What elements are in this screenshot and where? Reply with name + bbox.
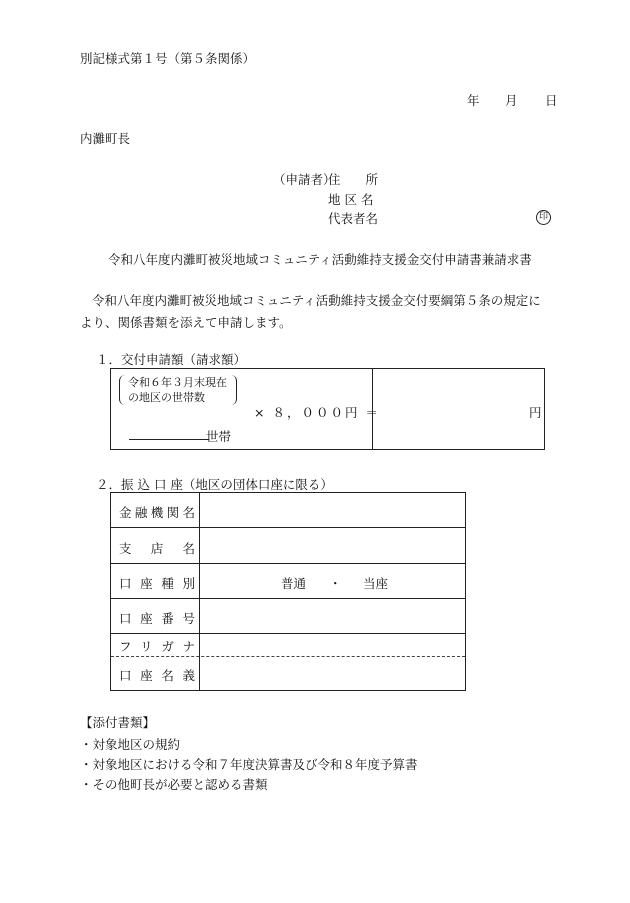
attachment-item: ・対象地区における令和７年度決算書及び令和８年度予算書 [80,757,418,772]
document-title: 令和八年度内灘町被災地域コミュニティ活動維持支援金交付申請書兼請求書 [108,252,532,267]
account-holder-label: 口 座 名 義 [119,668,195,683]
household-bracket [119,375,237,405]
recipient: 内灘町長 [80,131,131,146]
bank-account-table [110,492,466,691]
account-type-label: 口 座 種 別 [119,576,195,591]
body-text: 令和八年度内灘町被災地域コミュニティ活動維持支援金交付要綱第５条の規定により、関係書類を添えて申請します。 [80,293,541,330]
date-month: 月 [505,93,518,108]
account-type-checking[interactable]: 当座 [363,576,389,591]
account-number-label: 口 座 番 号 [119,611,195,626]
attachment-item: ・その他町長が必要と認める書類 [80,777,268,792]
amount-divider [372,369,373,449]
branch-name-label: 支 店 名 [119,541,195,556]
address-label: 住 所 [328,172,379,187]
form-number: 別記様式第１号（第５条関係） [80,51,256,66]
attachments-title: 【添付書類】 [80,715,156,730]
district-label: 地 区 名 [328,191,374,207]
amount-box [110,368,545,450]
attachments-list [80,735,418,795]
calculation-text: × ８，０００円 ＝ [254,405,380,420]
table-hline [111,598,465,599]
table-hline [111,633,465,634]
attachment-item: ・対象地区の規約 [80,737,181,752]
table-hline [111,527,465,528]
yen-unit: 円 [529,405,542,420]
applicant-role: （申請者） [273,172,336,187]
date-day: 日 [545,93,558,108]
section1-heading: １．交付申請額（請求額） [96,352,247,367]
bank-name-label: 金 融 機 関 名 [119,505,195,520]
account-type-ordinary[interactable]: 普通 [281,576,307,591]
account-type-separator: ・ [329,576,342,591]
table-hline [111,563,465,564]
seal-mark: 印 [536,210,551,225]
bracket-line2: の地区の世帯数 [128,391,205,404]
table-vline [199,493,200,690]
date-line [467,91,558,109]
household-unit: 世帯 [206,429,232,444]
bracket-line1: 令和６年３月末現在 [128,376,227,389]
table-dashed-line [111,656,465,657]
furigana-label: フ リ ガ ナ [119,639,195,654]
applicant-block [273,170,378,229]
household-count-line[interactable] [129,439,209,440]
representative-label: 代表者名 [328,211,379,226]
section2-heading: ２．振 込 口 座（地区の団体口座に限る） [96,477,333,492]
date-year: 年 [467,93,480,108]
